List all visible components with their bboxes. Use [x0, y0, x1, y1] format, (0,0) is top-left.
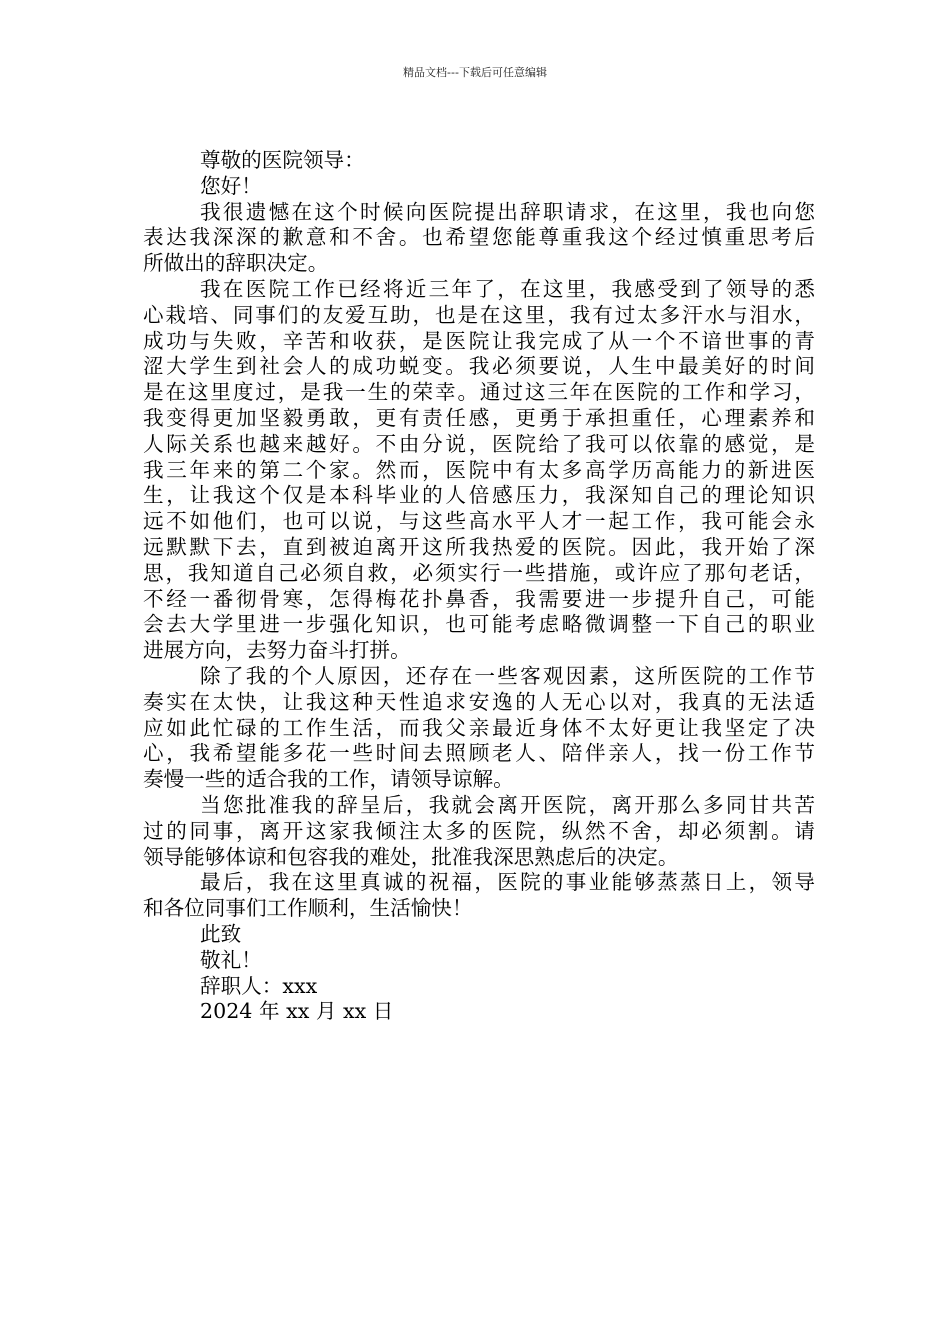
letter-line: 奏实在太快，让我这种天性追求安逸的人无心以对，我真的无法适: [143, 689, 815, 714]
page-header: 精品文档---下载后可任意编辑: [403, 66, 547, 79]
letter-line: 是在这里度过，是我一生的荣幸。通过这三年在医院的工作和学习，: [143, 380, 815, 405]
resignation-letter: [143, 148, 815, 1025]
letter-line: 最后，我在这里真诚的祝福，医院的事业能够蒸蒸日上，领导: [200, 870, 815, 895]
letter-line: 尊敬的医院领导：: [200, 148, 365, 172]
letter-line: 会去大学里进一步强化知识，也可能考虑略微调整一下自己的职业: [143, 612, 815, 637]
letter-line: 进展方向，去努力奋斗打拼。: [143, 638, 411, 663]
letter-line: 2024 年 xx 月 xx 日: [200, 999, 394, 1024]
letter-line: 涩大学生到社会人的成功蜕变。我必须要说，人生中最美好的时间: [143, 354, 815, 379]
letter-line: 我变得更加坚毅勇敢，更有责任感，更勇于承担重任，心理素养和: [143, 405, 815, 430]
letter-line: 领导能够体谅和包容我的难处，批准我深思熟虑后的决定。: [143, 844, 679, 869]
letter-line: 远默默下去，直到被迫离开这所我热爱的医院。因此，我开始了深: [143, 534, 815, 559]
letter-line: 远不如他们，也可以说，与这些高水平人才一起工作，我可能会永: [143, 509, 815, 534]
letter-line: 人际关系也越来越好。不由分说，医院给了我可以依靠的感觉，是: [143, 431, 815, 456]
letter-line: 表达我深深的歉意和不舍。也希望您能尊重我这个经过慎重思考后: [143, 225, 815, 250]
letter-line: 和各位同事们工作顺利，生活愉快！: [143, 896, 473, 921]
letter-line: 当您批准我的辞呈后，我就会离开医院，离开那么多同甘共苦: [200, 792, 815, 817]
letter-line: 您好！: [200, 173, 262, 198]
letter-line: 应如此忙碌的工作生活，而我父亲最近身体不太好更让我坚定了决: [143, 715, 815, 740]
letter-line: 此致: [200, 921, 242, 946]
letter-line: 所做出的辞职决定。: [143, 251, 329, 276]
letter-line: 过的同事，离开这家我倾注太多的医院，纵然不舍，却必须割。请: [143, 818, 815, 843]
letter-line: 我在医院工作已经将近三年了，在这里，我感受到了领导的悉: [200, 276, 815, 301]
letter-line: 成功与失败，辛苦和收获，是医院让我完成了从一个不谙世事的青: [143, 328, 815, 353]
letter-line: 我三年来的第二个家。然而，医院中有太多高学历高能力的新进医: [143, 457, 815, 482]
letter-line: 心栽培、同事们的友爱互助，也是在这里，我有过太多汗水与泪水，: [143, 302, 815, 327]
letter-line: 心，我希望能多花一些时间去照顾老人、陪伴亲人，找一份工作节: [143, 741, 815, 766]
letter-line: 不经一番彻骨寒，怎得梅花扑鼻香，我需要进一步提升自己，可能: [143, 586, 815, 611]
letter-line: 思，我知道自己必须自救，必须实行一些措施，或许应了那句老话，: [143, 560, 815, 585]
letter-line: 辞职人：xxx: [200, 973, 318, 998]
letter-line: 除了我的个人原因，还存在一些客观因素，这所医院的工作节: [200, 663, 815, 688]
letter-line: 敬礼！: [200, 947, 262, 972]
letter-line: 奏慢一些的适合我的工作，请领导谅解。: [143, 767, 514, 792]
letter-line: 我很遗憾在这个时候向医院提出辞职请求，在这里，我也向您: [200, 199, 815, 224]
letter-line: 生，让我这个仅是本科毕业的人倍感压力，我深知自己的理论知识: [143, 483, 815, 508]
